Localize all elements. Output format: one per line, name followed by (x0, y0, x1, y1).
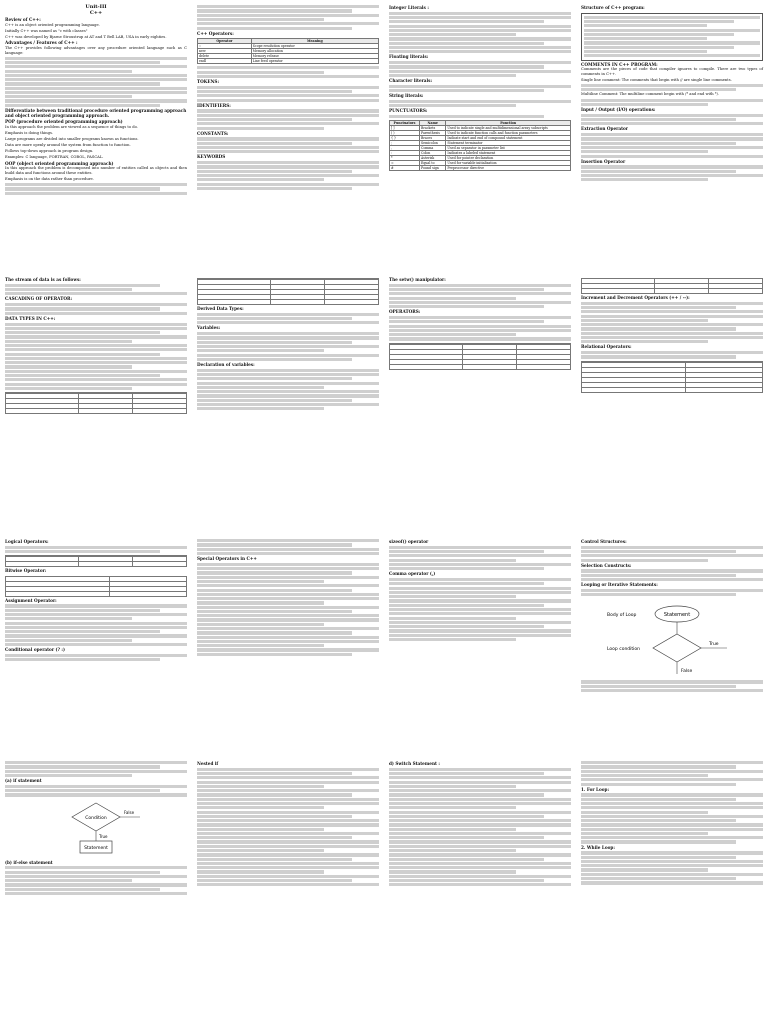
for-heading: 1. For Loop: (581, 786, 610, 792)
punctuators-table (389, 120, 571, 171)
comments-line: Single line comment: The comments that begin with // are single line comments. (581, 77, 732, 82)
table-cell: Used to indicate function calls and function parameters (446, 131, 571, 136)
review-line: C++ was developed by Bjarne Stroustrup at AT and T Bell LAB, USA in early eighties. (5, 34, 167, 39)
table-cell: Colon (420, 151, 446, 156)
special-heading: Special Operators in C++ (197, 556, 257, 562)
io-heading: Input / Output (I/O) operations: (581, 107, 656, 112)
table-header: Function (446, 121, 571, 126)
comments-line: Comments are the pieces of code that compiler ignores to compile. There are two types of comments in C++. (581, 67, 763, 76)
table-cell: # (390, 166, 420, 171)
comments-line: Multiline Comment: The multiline comment begin with /* and end with */. (581, 92, 720, 97)
control-structures-section (576, 534, 768, 756)
character-literals-heading: Character literals: (389, 78, 433, 84)
incdec-heading: Increment and Decrement Operators (++ / --): (581, 295, 690, 300)
punctuators-heading: PUNCTUATORS: (389, 108, 428, 114)
loop-body-label: Body of Loop (607, 613, 637, 619)
declaration-heading: Declaration of variables: (197, 362, 255, 367)
relational-table (581, 361, 763, 393)
switch-section (384, 756, 576, 1024)
nested-if-section (192, 756, 384, 1024)
table-cell: Preprocessor directive (446, 166, 571, 171)
if-false-label: False (124, 809, 135, 815)
table-header: Operator (198, 39, 252, 44)
while-heading: 2. While Loop: (581, 844, 615, 850)
table-cell: Used as separator in parameter list (446, 146, 571, 151)
table-cell: [ ] (390, 126, 420, 131)
pop-item: Emphasis is doing things. (5, 130, 54, 135)
incdec-relational-section (576, 272, 768, 534)
table-cell: new (198, 49, 252, 54)
review-line: The C++ provides following advantages over any procedure oriented language such as C language: (5, 45, 187, 55)
if-true-label: True (99, 833, 108, 839)
arithmetic-table (389, 343, 571, 370)
keywords-heading: KEYWORDS (197, 154, 226, 160)
string-literals-heading: String literals: (389, 93, 424, 99)
cascading-heading: CASCADING OF OPERATOR: (5, 296, 72, 302)
table-cell: delete (198, 54, 252, 59)
pop-item: In this approach the problem are viewed as a sequence of things to do. (5, 124, 138, 129)
table-cell: Indicate start and end of compound statement (446, 136, 571, 141)
review-line: C++ is an object oriented programming language. (5, 22, 100, 27)
table-cell: : (390, 151, 420, 156)
if-heading: (a) if statement (5, 778, 42, 784)
table-cell: Memory allocation (251, 49, 378, 54)
ifelse-heading: (b) if-else statement (5, 859, 53, 865)
loop-flowchart (597, 598, 747, 678)
derived-heading: Derived Data Types: (197, 306, 244, 311)
floating-literals-heading: Floating literals: (389, 54, 429, 60)
table-cell: Brackets (420, 126, 446, 131)
table-cell: Used to indicate single and multidimensional array subscripts (446, 126, 571, 131)
operators-table (197, 38, 379, 64)
table-cell: :: (198, 44, 252, 49)
sizeof-comma-section (384, 534, 576, 756)
identifiers-heading: IDENTIFIERS: (197, 102, 231, 108)
table-cell: Asterisk (420, 156, 446, 161)
assignment-heading: Assignment Operator: (5, 597, 57, 603)
setw-heading: The setw() manipulator: (389, 277, 446, 282)
tokens-heading: TOKENS: (197, 79, 219, 85)
table-cell: Parenthesis (420, 131, 446, 136)
logical-heading: Logical Operators: (5, 539, 49, 544)
looping-heading: Looping or Iterative Statements: (581, 582, 658, 588)
comments-heading: COMMENTS IN C++ PROGRAM: (581, 61, 658, 67)
if-statement-label: Statement (84, 845, 108, 851)
operators2-heading: OPERATORS: (389, 309, 421, 315)
loop-condition-shape (653, 634, 701, 662)
table-cell: Braces (420, 136, 446, 141)
insertion-heading: Insertion Operator (581, 158, 626, 164)
loop-statement-label: Statement (663, 612, 691, 619)
loops-section (576, 756, 768, 1024)
unit-intro-section (0, 0, 192, 272)
conditional-heading: Conditional operator (? :) (5, 647, 65, 653)
table-header: Punctuators (390, 121, 420, 126)
review-line: Initially C++ was named as "c with classes" (5, 28, 88, 33)
table-cell: Statement terminator (446, 141, 571, 146)
table-header: Meaning (251, 39, 378, 44)
stream-heading: The stream of data is as follows: (5, 277, 81, 282)
pop-item: Large programs are divided into smaller programs known as functions. (5, 136, 139, 141)
table-cell: = (390, 161, 420, 166)
comma-heading: Comma operator (,) (389, 571, 436, 577)
table-cell: Pound sign (420, 166, 446, 171)
operators-heading: C++ Operators: (197, 30, 234, 36)
review-heading: Review of C++: (5, 17, 41, 22)
structure-comments-section (576, 0, 768, 272)
table-cell: Semicolon (420, 141, 446, 146)
pop-item: Examples: C language, FORTRAN, COBOL, PASCAL. (5, 155, 104, 160)
selection-heading: Selection Constructs: (581, 562, 632, 568)
bitwise-table (5, 576, 187, 597)
size-table (197, 278, 379, 305)
logical-table (5, 555, 187, 567)
diff-heading: Differentiate between traditional procedure oriented programming approach and object oriented programming approach. (5, 107, 187, 118)
extraction-heading: Extraction Operator (581, 126, 629, 132)
loop-condition-label: Loop condition (607, 647, 641, 653)
if-statements-section (0, 756, 192, 1024)
table-cell: Comma (420, 146, 446, 151)
table-cell: Indicates a labeled statement (446, 151, 571, 156)
unit-title: Unit-III (85, 4, 107, 10)
pop-item: Data are more openly around the system from function to function. (5, 143, 131, 147)
nested-heading: Nested if (197, 761, 219, 766)
oop-item: Emphasis is on the data rather than procedure. (5, 177, 94, 182)
if-condition-label: Condition (85, 815, 107, 821)
table-cell: * (390, 156, 420, 161)
table-cell: , (390, 146, 420, 151)
table-cell: { } (390, 136, 420, 141)
switch-heading: d) Switch Statement : (389, 761, 440, 766)
integer-literals-heading: Integer Literals : (389, 5, 429, 10)
pop-item: Follows top-down approach in program design. (5, 149, 94, 154)
oop-item: In this approach the problem is decomposed into number of entities called as objects and then build data and functions around these entities. (5, 166, 187, 175)
table-cell: ; (390, 141, 420, 146)
table-cell: Used for pointer declaration (446, 156, 571, 161)
table-cell: Memory release (251, 54, 378, 59)
operators-tokens-section (192, 0, 384, 272)
setw-operators-section (384, 272, 576, 534)
control-heading: Control Structures: (581, 539, 627, 544)
special-operators-section (192, 534, 384, 756)
table-cell: Used for variable initialization (446, 161, 571, 166)
pop-heading: POP (procedure oriented programming approach) (5, 119, 123, 125)
table-header: Name (420, 121, 446, 126)
relational-heading: Relational Operators: (581, 344, 632, 350)
derived-variables-section (192, 272, 384, 534)
unary-table (581, 278, 763, 294)
table-cell: Line feed operator (251, 59, 378, 64)
stream-datatypes-section (0, 272, 192, 534)
datatypes-heading: DATA TYPES IN C++: (5, 315, 56, 321)
review-line: Advantages / Features of C++ : (5, 40, 78, 46)
loop-false-label: False (681, 669, 693, 675)
unit-subtitle: C++ (89, 10, 103, 16)
sizeof-heading: sizeof() operator (389, 539, 429, 544)
literals-section (384, 0, 576, 272)
bitwise-heading: Bitwise Operator: (5, 568, 47, 574)
table-cell: ( ) (390, 131, 420, 136)
logical-bitwise-section (0, 534, 192, 756)
variables-heading: Variables: (197, 325, 221, 331)
structure-heading: Structure of C++ program: (581, 5, 645, 10)
table-row (390, 166, 571, 171)
table-cell: Equal to (420, 161, 446, 166)
oop-heading: OOP (object oriented programming approach) (5, 160, 114, 166)
if-flowchart (36, 799, 156, 859)
datatype-table (5, 392, 187, 414)
table-cell: Scope resolution operator (251, 44, 378, 49)
table-row (198, 59, 379, 64)
constants-heading: CONSTANTS: (197, 130, 229, 136)
table-cell: endl (198, 59, 252, 64)
structure-code-box (581, 13, 763, 61)
loop-true-label: True (709, 642, 719, 648)
